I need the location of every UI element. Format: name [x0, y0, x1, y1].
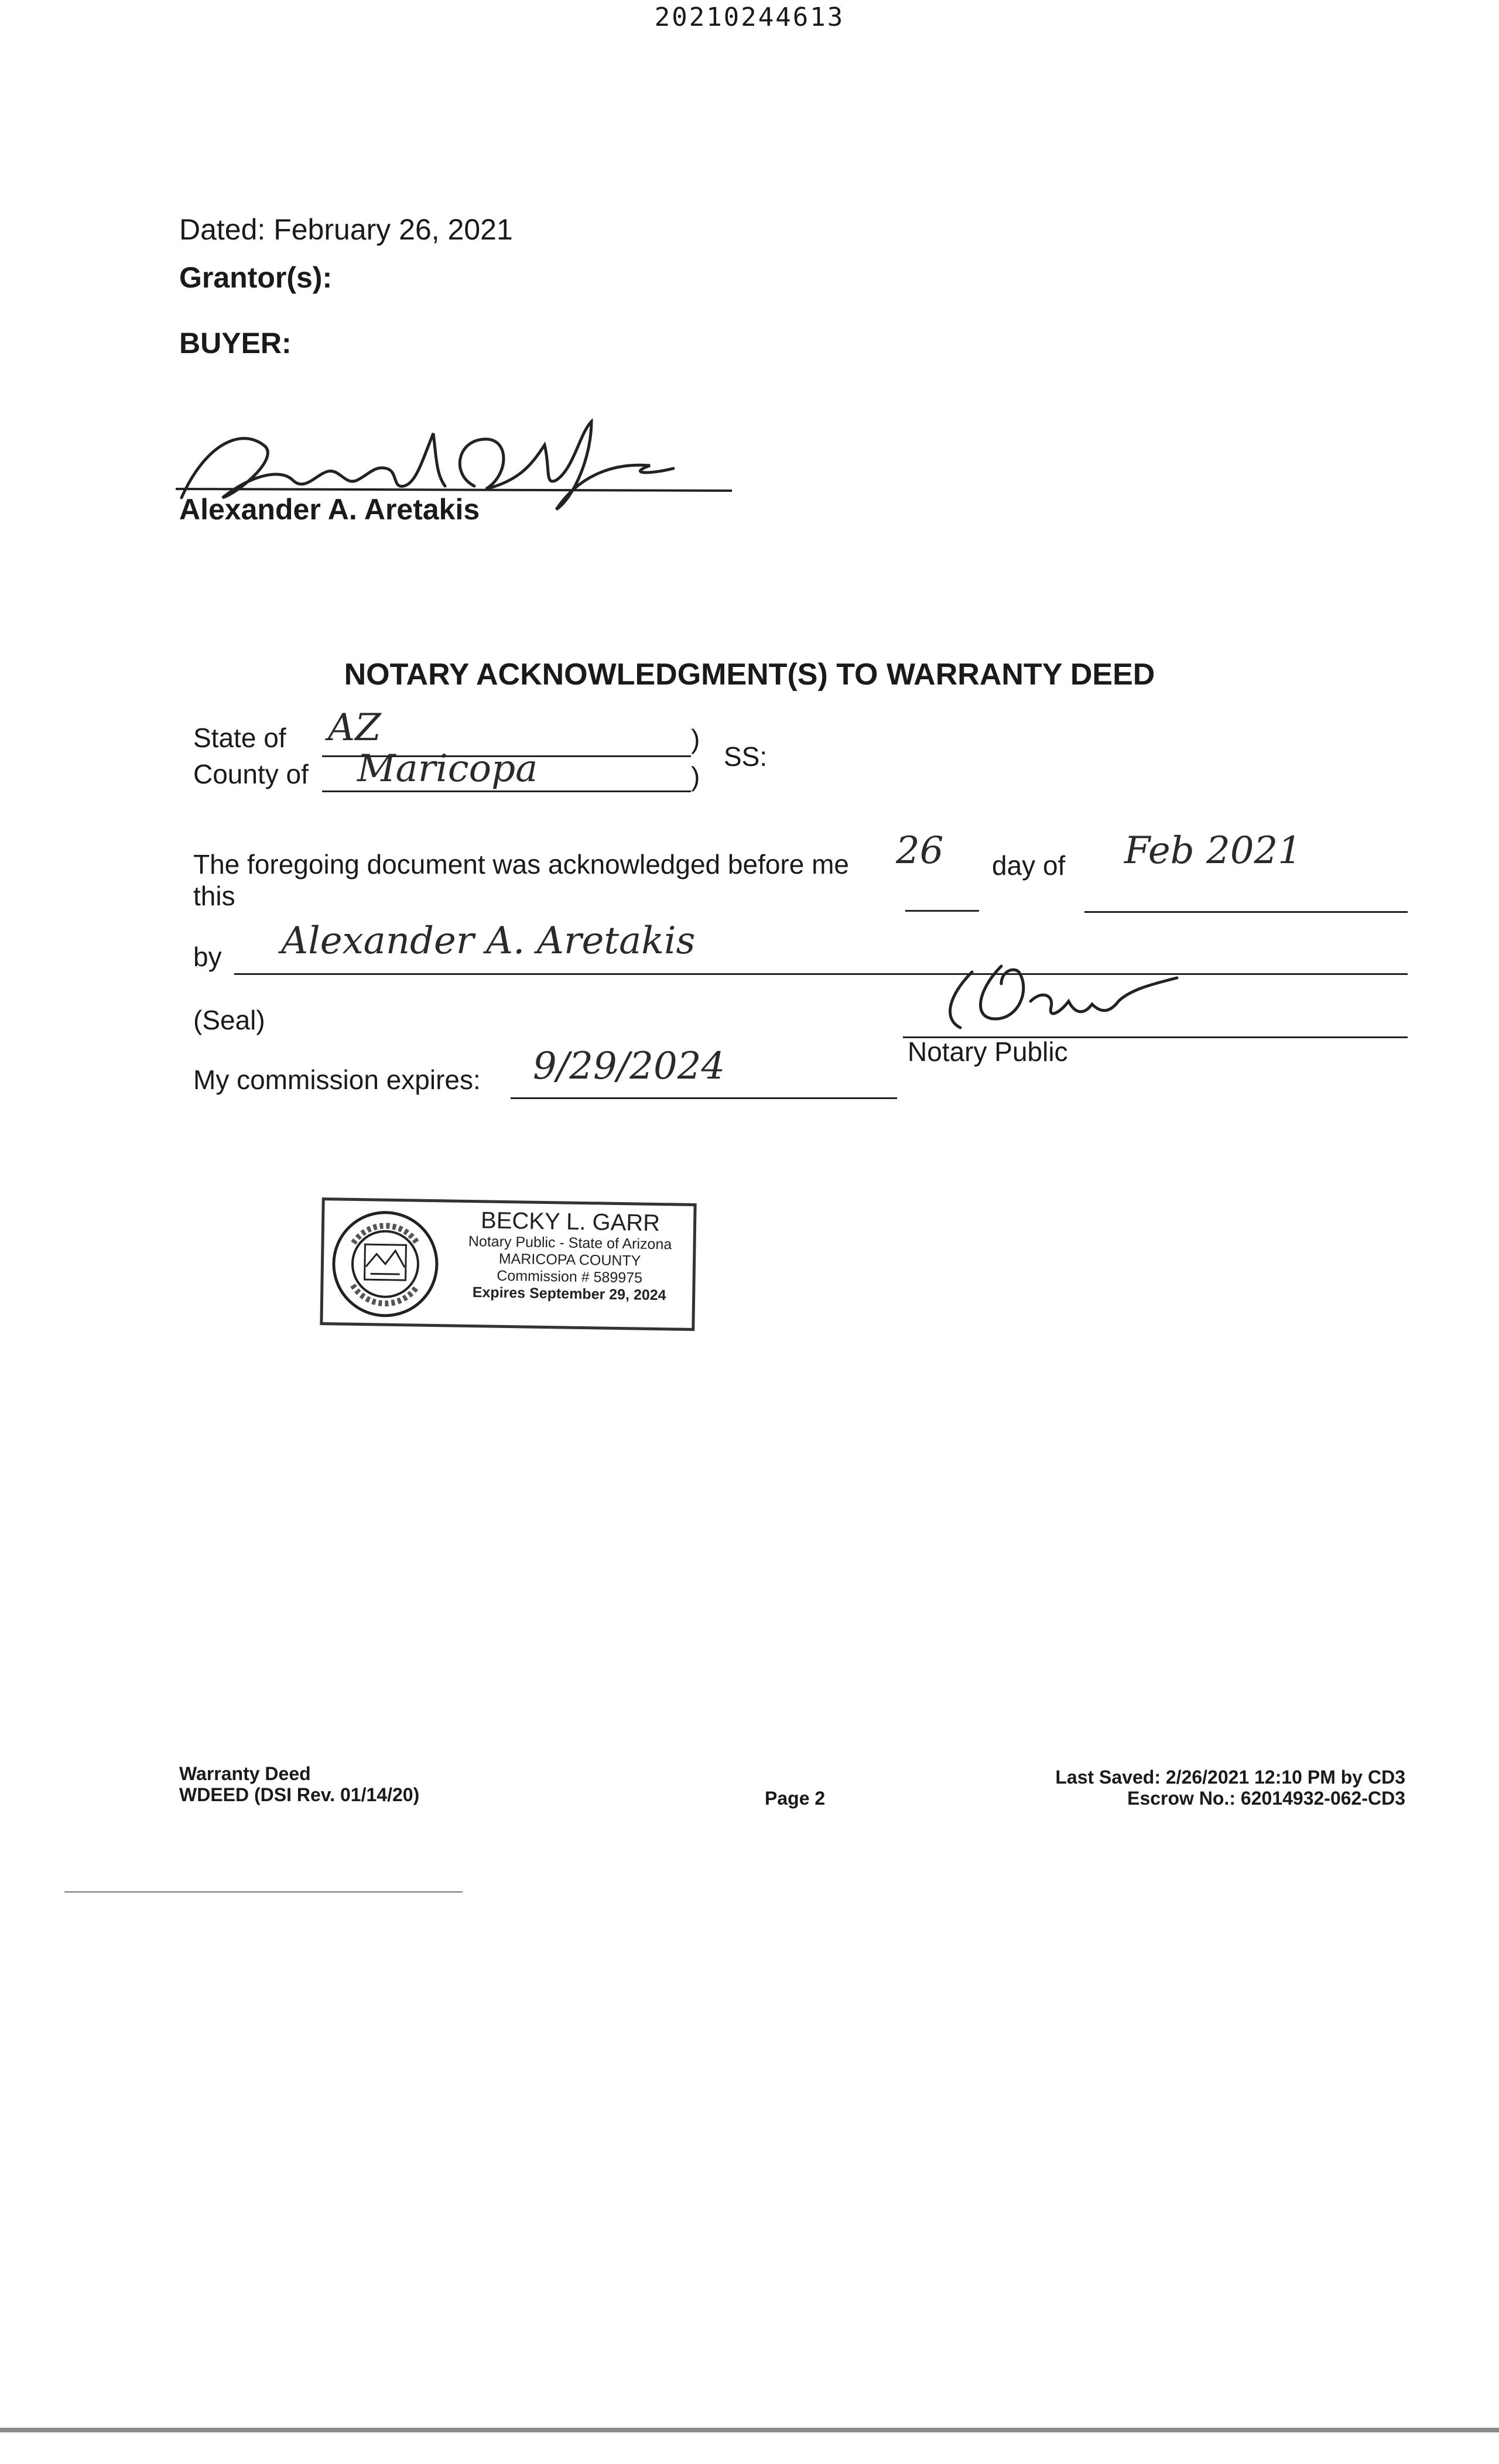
county-value: Maricopa [357, 747, 538, 790]
notary-stamp [320, 1197, 696, 1331]
notary-title: NOTARY ACKNOWLEDGMENT(S) TO WARRANTY DEED [344, 658, 1155, 692]
commission-value: 9/29/2024 [533, 1045, 725, 1088]
state-seal-icon [328, 1207, 442, 1320]
notary-signature [931, 954, 1200, 1036]
state-label: State of [193, 723, 286, 753]
grantor-label: Grantor(s): [179, 261, 333, 294]
stamp-line1: Notary Public - State of Arizona [468, 1233, 672, 1253]
commission-underline [511, 1097, 897, 1099]
footer-rule [64, 1891, 463, 1893]
day-value: 26 [896, 829, 944, 872]
recording-number: 20210244613 [654, 2, 845, 32]
footer-escrow: Escrow No.: 62014932-062-CD3 [1127, 1788, 1405, 1809]
buyer-label: BUYER: [179, 327, 292, 360]
ss-label: SS: [724, 741, 768, 772]
footer-form-id: WDEED (DSI Rev. 01/14/20) [179, 1784, 420, 1805]
footer-page: Page 2 [765, 1788, 826, 1809]
day-of-label: day of [992, 850, 1066, 881]
commission-label: My commission expires: [193, 1065, 481, 1095]
county-label: County of [193, 759, 309, 789]
by-underline [234, 973, 1408, 975]
day-underline [905, 910, 979, 912]
stamp-notary-name: BECKY L. GARR [480, 1207, 660, 1237]
month-underline [1084, 911, 1408, 913]
dated-line: Dated: February 26, 2021 [179, 213, 513, 246]
footer-last-saved: Last Saved: 2/26/2021 12:10 PM by CD3 [1055, 1767, 1405, 1788]
county-underline [322, 790, 691, 792]
foregoing-line2: this [193, 881, 235, 911]
by-label: by [193, 942, 222, 972]
county-paren: ) [691, 761, 700, 792]
state-value: AZ [328, 706, 381, 750]
state-paren: ) [691, 724, 700, 754]
foregoing-line1: The foregoing document was acknowledged before me [193, 849, 850, 879]
stamp-line2: MARICOPA COUNTY [498, 1250, 641, 1269]
month-year-value: Feb 2021 [1124, 829, 1302, 872]
by-value: Alexander A. Aretakis [281, 919, 696, 963]
footer-doc-type: Warranty Deed [179, 1763, 311, 1784]
notary-public-label: Notary Public [908, 1036, 1068, 1067]
stamp-line3: Commission # 589975 [497, 1267, 643, 1286]
scan-bottom-edge [0, 2428, 1499, 2432]
signer-name: Alexander A. Aretakis [179, 493, 480, 526]
seal-label: (Seal) [193, 1005, 265, 1035]
stamp-line4: Expires September 29, 2024 [472, 1284, 666, 1304]
